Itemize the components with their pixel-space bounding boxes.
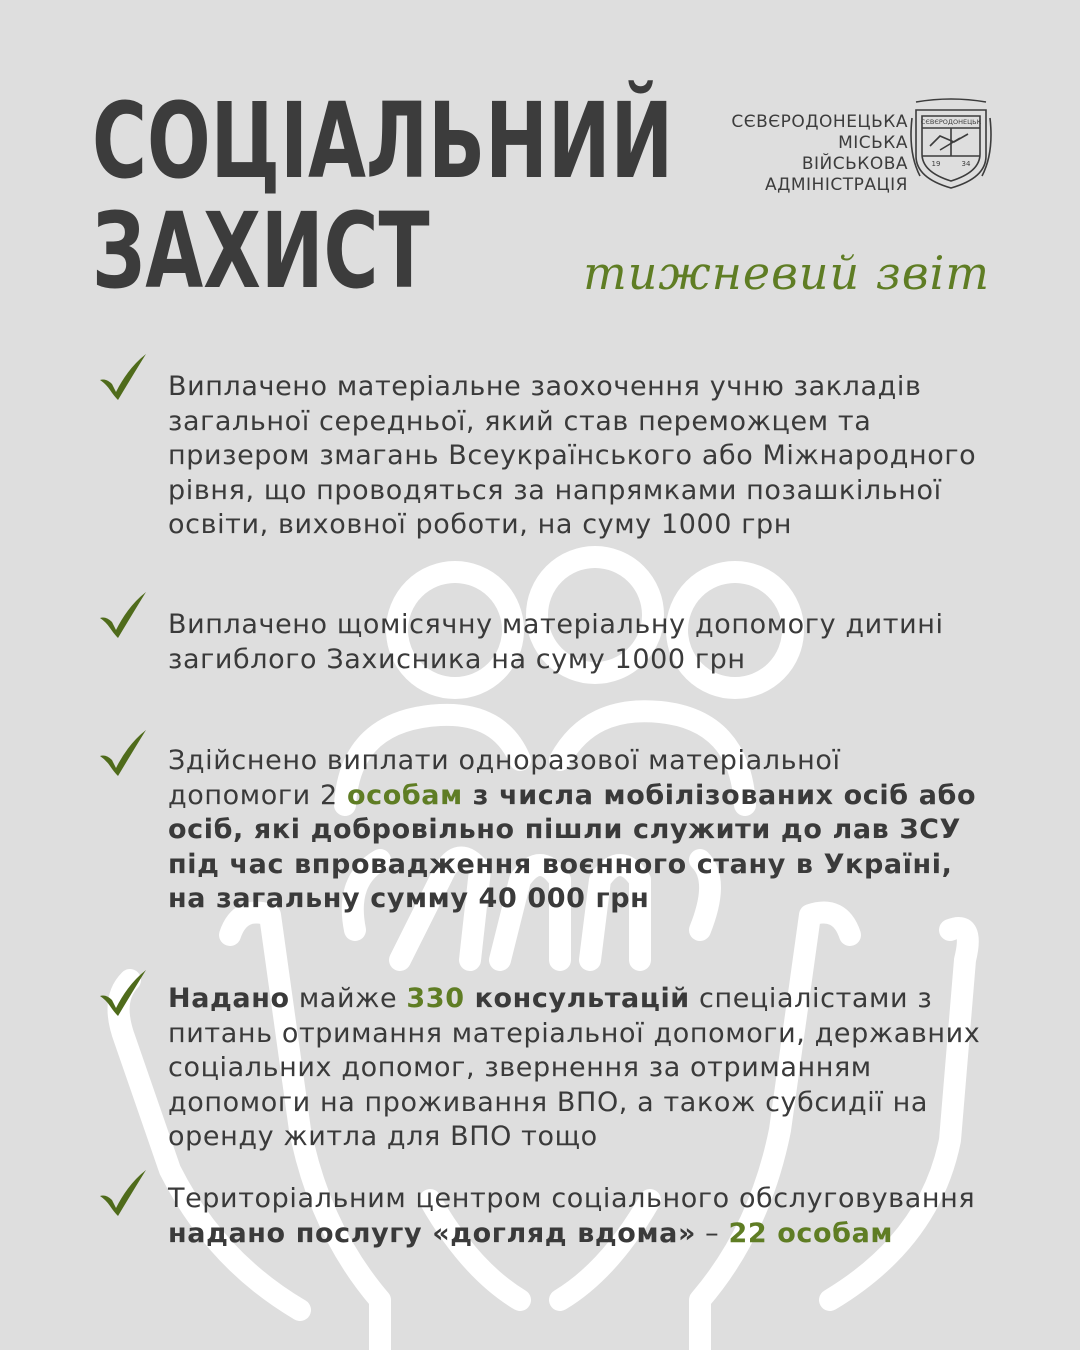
check-icon [96,590,150,640]
check-icon [96,352,150,402]
report-item-2 [96,590,988,677]
report-item-2-text [168,608,988,677]
title-line-1: СОЦІАЛЬНИЙ [92,80,674,202]
org-line-2: МІСЬКА [838,133,908,153]
item-5-segment-4: 22 особам [728,1217,894,1249]
emblem-year-right: 34 [961,160,971,168]
report-item-5-text [168,1182,988,1251]
item-5-segment-2: надано послугу «догляд вдома» [168,1217,696,1249]
city-emblem-icon [910,98,992,192]
report-item-4 [96,968,988,1155]
item-4-segment-3: 330 [406,983,465,1014]
item-1-text: Виплачено матеріальне заохочення учню закладів загальної середньої, який став переможцем та призером змагань Всеукраїнського або Міжнародного рівня, що проводяться за напрямками позашкільної освіти, виховної роботи, на суму 1000 грн [168,371,977,540]
check-icon [96,968,150,1018]
report-item-4-text [168,982,988,1155]
title-line-2: ЗАХИСТ [92,190,430,312]
report-item-3-text [168,744,988,917]
item-3-segment-1: Здійснено виплати одноразової матеріальної допомоги 2 [168,745,841,811]
item-3-segment-3: з числа мобілізованих осіб або осіб, які добровільно пішли служити до лав ЗСУ під час впровадження воєнного стану в Україні, на загальну сумму 40 000 грн [168,779,977,914]
item-4-segment-5: спеціалістами з питань отримання матеріальної допомоги, державних соціальних допомог, звернення за отриманням допомоги на проживання ВПО, а також субсидії на оренду житла для ВПО тощо [168,983,981,1152]
organization-block [731,98,992,196]
check-icon [96,1168,150,1218]
item-5-segment-1: Територіальним центром соціального обслуговування [168,1183,976,1214]
item-5-segment-3: – [696,1217,729,1249]
organization-name [731,112,908,196]
org-line-1: СЄВЄРОДОНЕЦЬКА [731,112,908,132]
item-4-segment-2: майже [289,983,407,1014]
item-2-text: Виплачено щомісячну матеріальну допомогу дитині загиблого Захисника на суму 1000 грн [168,609,944,675]
item-4-segment-1: Надано [168,983,290,1014]
report-item-3 [96,728,988,917]
item-4-segment-4: консультацій [464,983,690,1014]
emblem-year-left: 19 [931,160,941,168]
org-line-3: ВІЙСЬКОВА [801,154,908,174]
emblem-title: СЄВЄРОДОНЕЦЬК [920,118,982,126]
report-item-5 [96,1168,988,1251]
report-item-1 [96,352,988,543]
weekly-report-label: тижневий звіт [583,246,990,300]
item-3-segment-2: особам [346,779,463,811]
report-item-1-text [168,370,988,543]
org-line-4: АДМІНІСТРАЦІЯ [764,175,908,195]
check-icon [96,728,150,778]
